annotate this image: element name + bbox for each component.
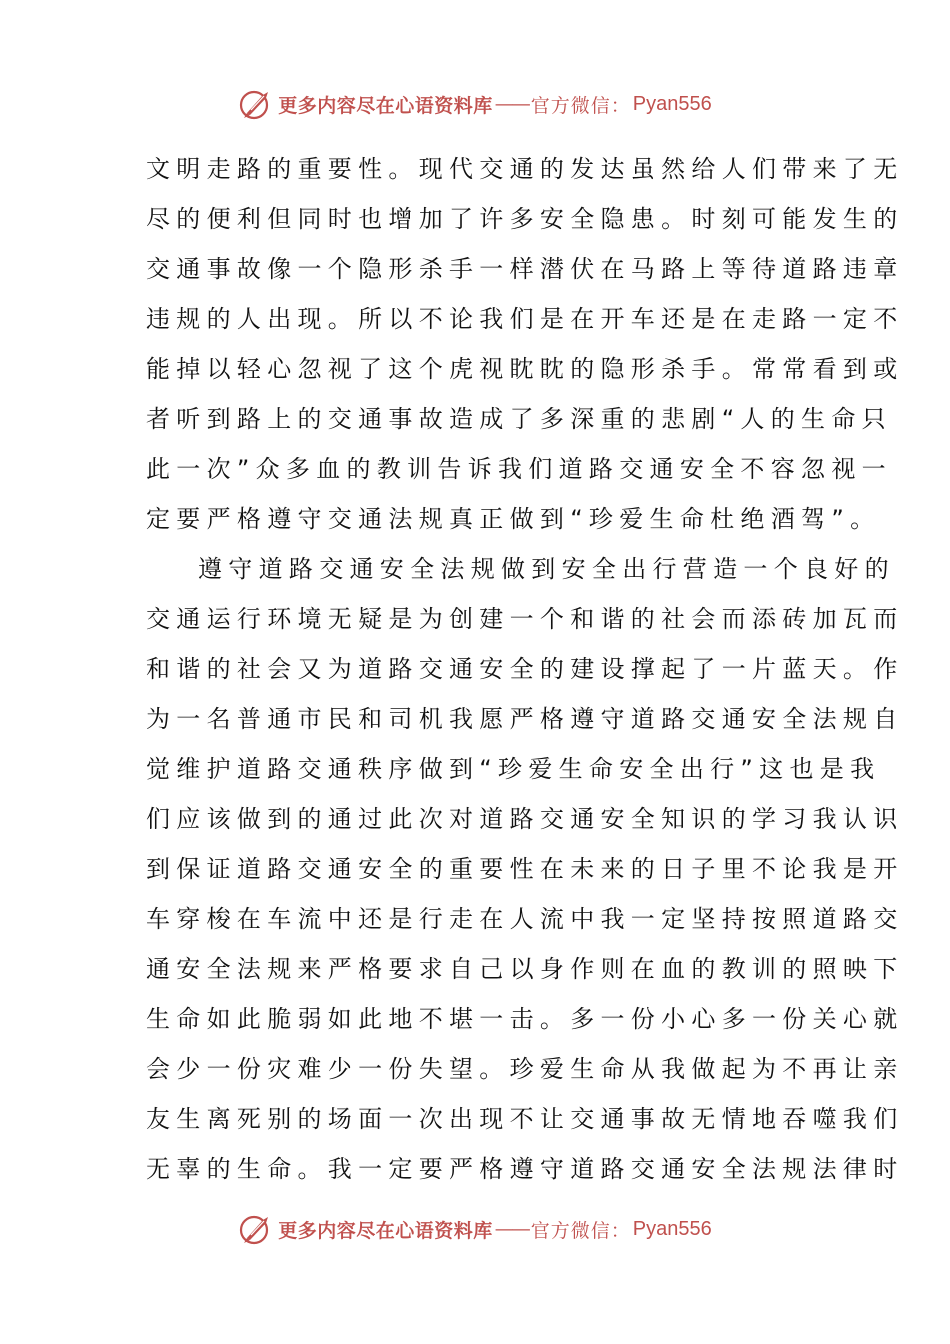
text-line: 交通运行环境无疑是为创建一个和谐的社会而添砖加瓦而 xyxy=(146,605,904,633)
banner-separator: —— xyxy=(494,1218,529,1240)
text-line: 和谐的社会又为道路交通安全的建设撑起了一片蓝天。作 xyxy=(146,655,904,683)
banner-wechat-account: Pyan556 xyxy=(632,1217,712,1240)
text-line: 能掉以轻心忽视了这个虎视眈眈的隐形杀手。常常看到或 xyxy=(146,355,904,383)
text-line: 生命如此脆弱如此地不堪一击。多一份小心多一份关心就 xyxy=(146,1005,904,1033)
text-line: 会少一份灾难少一份失望。珍爱生命从我做起为不再让亲 xyxy=(146,1055,904,1083)
text-line: 无辜的生命。我一定要严格遵守道路交通安全法规法律时 xyxy=(146,1155,904,1183)
text-line: 此一次”众多血的教训告诉我们道路交通安全不容忽视一 xyxy=(146,455,892,483)
text-line: 通安全法规来严格要求自己以身作则在血的教训的照映下 xyxy=(146,955,904,983)
banner-wechat-label: 官方微信： xyxy=(530,94,631,117)
text-line: 到保证道路交通安全的重要性在未来的日子里不论我是开 xyxy=(146,855,904,883)
banner-brand: 更多内容尽在心语资料库 xyxy=(278,1219,493,1242)
text-line: 交通事故像一个隐形杀手一样潜伏在马路上等待道路违章 xyxy=(146,255,904,283)
text-line: 友生离死别的场面一次出现不让交通事故无情地吞噬我们 xyxy=(146,1105,904,1133)
banner-wechat-account: Pyan556 xyxy=(632,92,712,115)
header-banner xyxy=(0,84,950,124)
pen-nib-circle-icon xyxy=(238,86,274,122)
paragraph-start-line: 遵守道路交通安全法规做到安全出行营造一个良好的 xyxy=(198,555,895,583)
text-line: 车穿梭在车流中还是行走在人流中我一定坚持按照道路交 xyxy=(146,905,904,933)
text-line: 尽的便利但同时也增加了许多安全隐患。时刻可能发生的 xyxy=(146,205,904,233)
text-line: 者听到路上的交通事故造成了多深重的悲剧“人的生命只 xyxy=(146,405,892,433)
text-line: 觉维护道路交通秩序做到“珍爱生命安全出行”这也是我 xyxy=(146,755,881,783)
document-body xyxy=(146,144,904,1194)
banner-brand: 更多内容尽在心语资料库 xyxy=(278,94,493,117)
text-line: 们应该做到的通过此次对道路交通安全知识的学习我认识 xyxy=(146,805,904,833)
pen-nib-circle-icon xyxy=(238,1211,274,1247)
text-line: 违规的人出现。所以不论我们是在开车还是在走路一定不 xyxy=(146,305,904,333)
banner-separator: —— xyxy=(494,93,529,115)
footer-banner xyxy=(0,1209,950,1249)
text-line: 定要严格遵守交通法规真正做到“珍爱生命杜绝酒驾”。 xyxy=(146,505,881,533)
text-line: 为一名普通市民和司机我愿严格遵守道路交通安全法规自 xyxy=(146,705,904,733)
banner-wechat-label: 官方微信： xyxy=(530,1219,631,1242)
text-line: 文明走路的重要性。现代交通的发达虽然给人们带来了无 xyxy=(146,155,904,183)
